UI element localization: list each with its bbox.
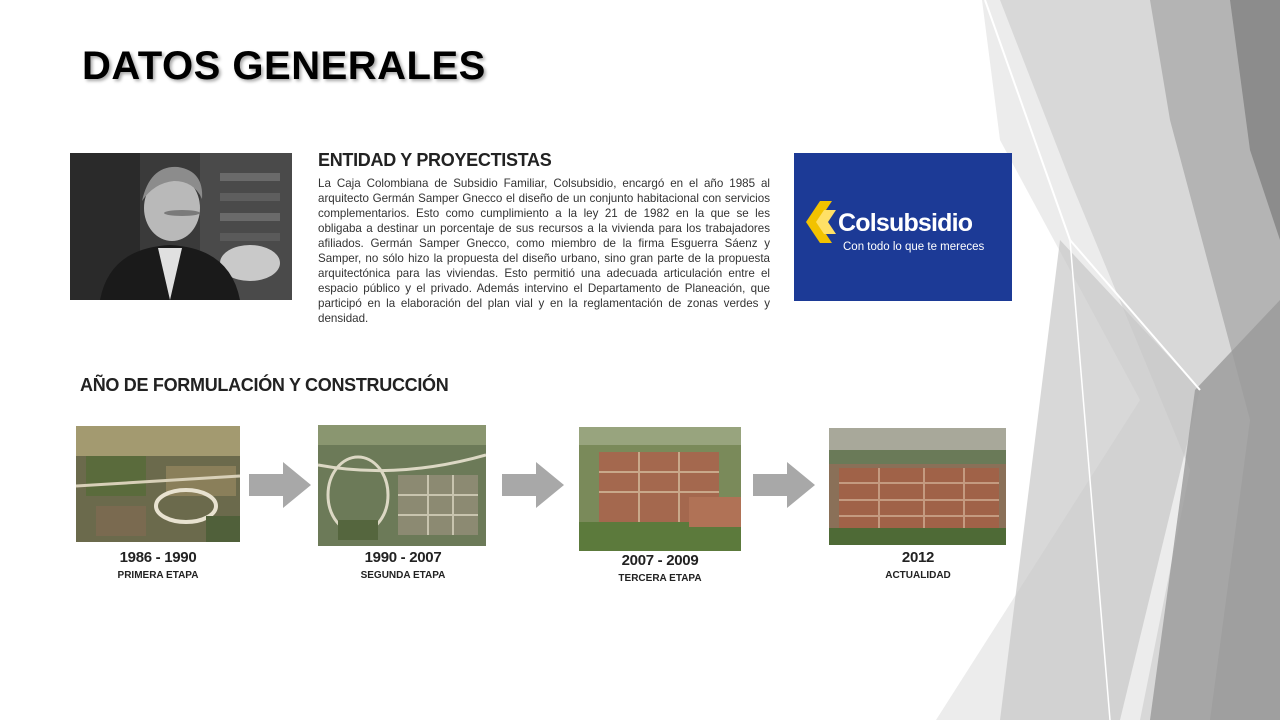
stage-4-years: 2012 [901, 549, 935, 566]
entity-section [318, 150, 770, 326]
logo-mark-icon [806, 201, 838, 243]
stage-4-label: ACTUALIDAD [885, 570, 951, 581]
logo-tagline: Con todo lo que te mereces [843, 241, 985, 253]
logo-name: Colsubsidio [838, 209, 973, 237]
stage-1-label: PRIMERA ETAPA [117, 570, 199, 581]
entity-heading: ENTIDAD Y PROYECTISTAS [318, 150, 552, 170]
stage-3-years: 2007 - 2009 [621, 552, 699, 569]
stage-arrow-1-icon [249, 462, 311, 508]
stage-2-aerial-photo [318, 425, 486, 546]
stage-arrow-3-icon [753, 462, 815, 508]
stage-3-label: TERCERA ETAPA [618, 573, 702, 584]
architect-portrait-photo [70, 153, 292, 300]
stage-3-aerial-photo [579, 427, 741, 551]
stage-2-years: 1990 - 2007 [364, 549, 442, 566]
stage-arrow-2-icon [502, 462, 564, 508]
stage-2-label: SEGUNDA ETAPA [360, 570, 446, 581]
stage-4-aerial-photo [829, 428, 1006, 545]
entity-description: La Caja Colombiana de Subsidio Familiar, Colsubsidio, encargó en el año 1985 al arquitecto Germán Samper Gnecco el diseño de un conjunto habitacional con servicios complementarios. Esto como cumplimiento a la ley 21 de 1982 en la que se les obligaba a destinar un porcentaje de sus recursos a la vivienda para los trabajadores afiliados. Germán Samper Gnecco, como miembro de la firma Esguerra Sáenz y Samper, no sólo hizo la propuesta del diseño urbano, sino gran parte de la propuesta arquitectónica para las viviendas. Esto permitió una adecuada articulación entre el espacio público y el privado. Además intervino el Departamento de Planeación, que participó en la elaboración del plan vial y en la reglamentación de zonas verdes y densidad. [318, 177, 770, 325]
stage-1-aerial-photo [76, 426, 240, 542]
slide-title: DATOS GENERALES [82, 44, 486, 88]
colsubsidio-logo [794, 153, 1012, 301]
timeline-heading: AÑO DE FORMULACIÓN Y CONSTRUCCIÓN [80, 375, 449, 395]
stage-1-years: 1986 - 1990 [119, 549, 197, 566]
